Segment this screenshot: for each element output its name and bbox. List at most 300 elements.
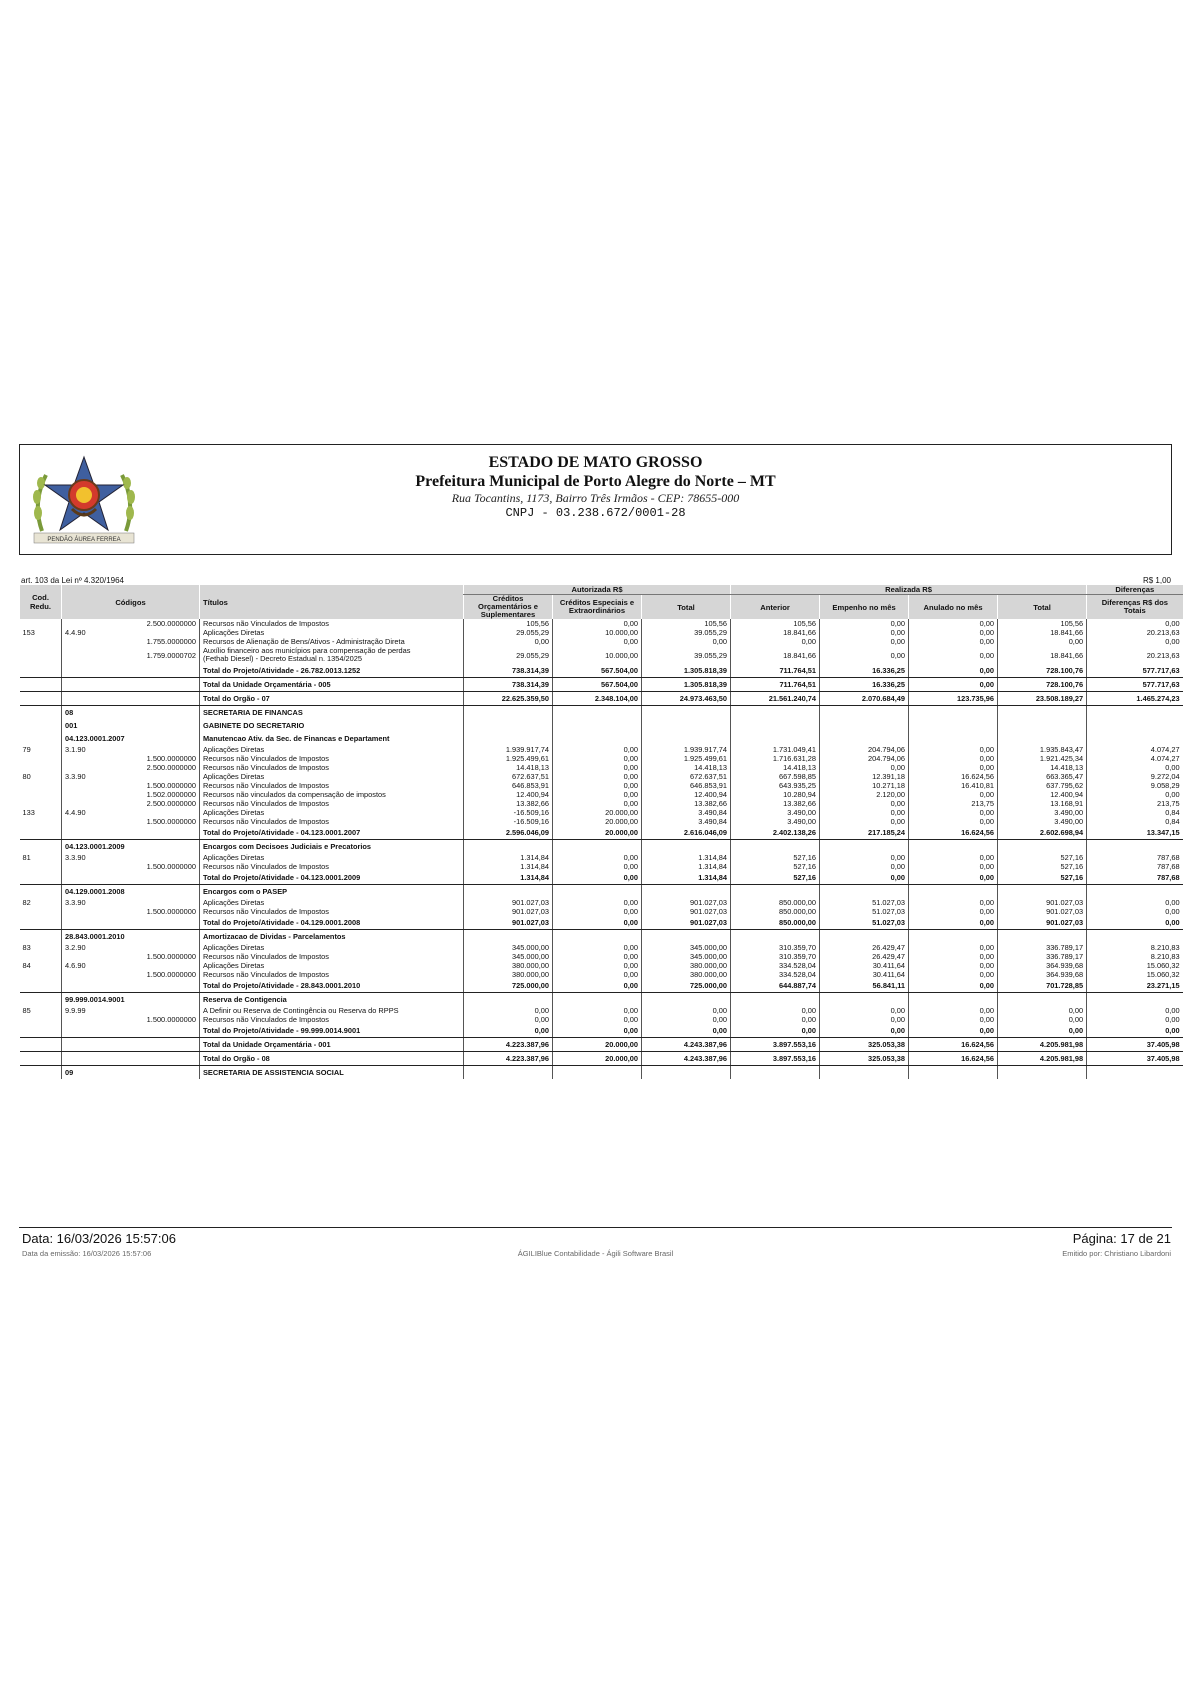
value-cell: 728.100,76: [998, 664, 1087, 678]
value-cell: [553, 706, 642, 720]
value-cell: 13.382,66: [731, 799, 820, 808]
value-cell: 0,00: [820, 1015, 909, 1024]
cod-redu-cell: [20, 952, 62, 961]
value-cell: 380.000,00: [642, 970, 731, 979]
value-cell: 29.055,29: [464, 628, 553, 637]
value-cell: 2.596.046,09: [464, 826, 553, 840]
cod-redu-cell: [20, 719, 62, 732]
value-cell: 577.717,63: [1087, 678, 1183, 692]
value-cell: 345.000,00: [464, 943, 553, 952]
value-cell: 0,00: [909, 678, 998, 692]
total-row: [20, 916, 1183, 930]
value-cell: [1087, 885, 1183, 899]
cod-redu-cell: [20, 619, 62, 628]
value-cell: 16.624,56: [909, 826, 998, 840]
codigo-cell: 2.500.0000000: [62, 799, 200, 808]
footer-software: ÁGILIBlue Contabilidade - Ágili Software Brasil: [517, 1249, 674, 1258]
value-cell: 12.400,94: [464, 790, 553, 799]
total-title-cell: Total do Projeto/Atividade - 04.123.0001.2009: [200, 871, 464, 885]
table-row: [20, 763, 1183, 772]
value-cell: 0,00: [1087, 1015, 1183, 1024]
cod-redu-cell: 79: [22, 745, 31, 754]
value-cell: [909, 706, 998, 720]
value-cell: 0,00: [553, 637, 642, 646]
value-cell: 1.939.917,74: [464, 745, 553, 754]
value-cell: 0,84: [1087, 808, 1183, 817]
value-cell: [998, 706, 1087, 720]
value-cell: 15.060,32: [1087, 970, 1183, 979]
value-cell: [464, 993, 553, 1007]
value-cell: 2.602.698,94: [998, 826, 1087, 840]
value-cell: 0,00: [553, 781, 642, 790]
value-cell: 567.504,00: [553, 678, 642, 692]
value-cell: [998, 1066, 1087, 1080]
col-total-autorizada: Total: [642, 595, 731, 620]
value-cell: 0,00: [1087, 790, 1183, 799]
value-cell: 0,00: [553, 799, 642, 808]
value-cell: 0,00: [820, 853, 909, 862]
codigo-cell: [62, 692, 200, 706]
value-cell: [998, 930, 1087, 944]
value-cell: 1.935.843,47: [998, 745, 1087, 754]
value-cell: 39.055,29: [642, 628, 731, 637]
cod-redu-cell: [20, 907, 62, 916]
value-cell: 646.853,91: [642, 781, 731, 790]
value-cell: 20.213,63: [1087, 628, 1183, 637]
value-cell: 1.314,84: [464, 853, 553, 862]
col-titulos: Títulos: [200, 585, 464, 619]
value-cell: [553, 719, 642, 732]
codigo-cell: 1.502.0000000: [62, 790, 200, 799]
col-anulado: Anulado no mês: [909, 595, 998, 620]
value-cell: [731, 993, 820, 1007]
budget-execution-table: [19, 585, 1183, 1079]
total-row: [20, 678, 1183, 692]
value-cell: 1.716.631,28: [731, 754, 820, 763]
codigo-cell: 9.9.99: [62, 1006, 200, 1015]
value-cell: 310.359,70: [731, 952, 820, 961]
value-cell: 0,00: [820, 637, 909, 646]
svg-text:PENDÃO ÁUREA FERREA: PENDÃO ÁUREA FERREA: [47, 537, 121, 543]
section-header-row: [20, 885, 1183, 899]
value-cell: 901.027,03: [464, 898, 553, 907]
col-creditos-orcamentarios: Créditos Orçamentários e Suplementares: [464, 595, 553, 620]
value-cell: [731, 1066, 820, 1080]
value-cell: [1087, 840, 1183, 854]
value-cell: [642, 706, 731, 720]
value-cell: 15.060,32: [1087, 961, 1183, 970]
value-cell: [820, 993, 909, 1007]
total-title-cell: Total do Projeto/Atividade - 26.782.0013.1252: [200, 664, 464, 678]
table-row: [20, 853, 1183, 862]
cod-redu-cell: [20, 840, 62, 854]
value-cell: 336.789,17: [998, 943, 1087, 952]
table-row: [20, 952, 1183, 961]
value-cell: 527,16: [731, 853, 820, 862]
codigo-cell: 04.129.0001.2008: [62, 885, 200, 899]
table-row: [20, 808, 1183, 817]
title-cell: Recursos não Vinculados de Impostos: [200, 970, 464, 979]
value-cell: 0,00: [464, 1006, 553, 1015]
value-cell: 0,00: [553, 1015, 642, 1024]
value-cell: 0,00: [553, 1006, 642, 1015]
value-cell: 26.429,47: [820, 943, 909, 952]
total-row: [20, 979, 1183, 993]
value-cell: [820, 1066, 909, 1080]
value-cell: 213,75: [909, 799, 998, 808]
value-cell: 2.120,00: [820, 790, 909, 799]
value-cell: 213,75: [1087, 799, 1183, 808]
value-cell: [642, 719, 731, 732]
value-cell: 0,00: [909, 943, 998, 952]
value-cell: 0,00: [553, 943, 642, 952]
value-cell: 644.887,74: [731, 979, 820, 993]
value-cell: 850.000,00: [731, 916, 820, 930]
value-cell: 380.000,00: [464, 970, 553, 979]
table-row: [20, 862, 1183, 871]
table-row: [20, 790, 1183, 799]
value-cell: 637.795,62: [998, 781, 1087, 790]
table-row: [20, 961, 1183, 970]
value-cell: 0,00: [553, 970, 642, 979]
table-row: [20, 637, 1183, 646]
value-cell: 0,00: [909, 1006, 998, 1015]
total-title-cell: Total do Orgão - 08: [200, 1052, 464, 1066]
cod-redu-cell: [20, 1052, 62, 1066]
value-cell: 16.410,81: [909, 781, 998, 790]
report-header: [19, 444, 1172, 555]
value-cell: [464, 885, 553, 899]
value-cell: 8.210,83: [1087, 952, 1183, 961]
value-cell: 0,00: [820, 1006, 909, 1015]
cod-redu-cell: [20, 646, 62, 664]
value-cell: 1.925.499,61: [464, 754, 553, 763]
value-cell: 0,00: [909, 646, 998, 664]
value-cell: 0,00: [909, 808, 998, 817]
value-cell: 527,16: [998, 853, 1087, 862]
cod-redu-cell: [20, 732, 62, 745]
title-cell: Encargos com Decisoes Judiciais e Precatorios: [200, 840, 464, 854]
value-cell: 14.418,13: [642, 763, 731, 772]
cod-redu-cell: 82: [22, 898, 31, 907]
col-cod-redu: Cod. Redu.: [20, 585, 62, 619]
value-cell: 16.336,25: [820, 664, 909, 678]
title-cell: SECRETARIA DE FINANCAS: [200, 706, 464, 720]
codigo-cell: 1.500.0000000: [62, 817, 200, 826]
section-header-row: [20, 993, 1183, 1007]
value-cell: [820, 885, 909, 899]
value-cell: 850.000,00: [731, 907, 820, 916]
total-title-cell: Total do Projeto/Atividade - 28.843.0001.2010: [200, 979, 464, 993]
value-cell: 364.939,68: [998, 961, 1087, 970]
cod-redu-cell: [20, 664, 62, 678]
value-cell: 12.400,94: [998, 790, 1087, 799]
value-cell: 0,00: [731, 1006, 820, 1015]
col-empenho: Empenho no mês: [820, 595, 909, 620]
value-cell: 527,16: [998, 862, 1087, 871]
value-cell: 4.243.387,96: [642, 1038, 731, 1052]
value-cell: [998, 993, 1087, 1007]
total-row: [20, 1052, 1183, 1066]
value-cell: 0,00: [1087, 763, 1183, 772]
value-cell: 0,00: [909, 790, 998, 799]
title-cell: Aplicações Diretas: [200, 898, 464, 907]
value-cell: 21.561.240,74: [731, 692, 820, 706]
value-cell: 105,56: [731, 619, 820, 628]
cod-redu-cell: 84: [22, 961, 31, 970]
group-realizada: Realizada R$: [731, 585, 1087, 595]
title-cell: Aplicações Diretas: [200, 853, 464, 862]
cod-redu-cell: [20, 781, 62, 790]
value-cell: [731, 885, 820, 899]
value-cell: 51.027,03: [820, 898, 909, 907]
codigo-cell: 1.759.0000702: [62, 646, 200, 664]
value-cell: 51.027,03: [820, 907, 909, 916]
value-cell: 0,00: [820, 808, 909, 817]
value-cell: 10.280,94: [731, 790, 820, 799]
value-cell: 18.841,66: [731, 646, 820, 664]
value-cell: 0,00: [553, 907, 642, 916]
value-cell: 0,00: [909, 862, 998, 871]
value-cell: 0,00: [731, 637, 820, 646]
value-cell: 3.490,00: [998, 817, 1087, 826]
value-cell: 643.935,25: [731, 781, 820, 790]
section-header-row: [20, 840, 1183, 854]
total-title-cell: Total da Unidade Orçamentária - 005: [200, 678, 464, 692]
value-cell: 12.391,18: [820, 772, 909, 781]
value-cell: 345.000,00: [642, 943, 731, 952]
value-cell: 3.490,00: [731, 808, 820, 817]
title-cell: Recursos não Vinculados de Impostos: [200, 781, 464, 790]
footer-page-number: Página: 17 de 21: [1072, 1231, 1171, 1246]
value-cell: 1.314,84: [642, 862, 731, 871]
value-cell: [553, 930, 642, 944]
value-cell: [464, 706, 553, 720]
value-cell: 0,00: [553, 853, 642, 862]
cod-redu-cell: [20, 1066, 62, 1080]
cod-redu-cell: [20, 970, 62, 979]
codigo-cell: [62, 1038, 200, 1052]
value-cell: -16.509,16: [464, 817, 553, 826]
table-row: [20, 781, 1183, 790]
value-cell: 901.027,03: [998, 916, 1087, 930]
codigo-cell: 1.500.0000000: [62, 862, 200, 871]
title-cell: Recursos não vinculados da compensação de impostos: [200, 790, 464, 799]
cod-redu-cell: [20, 637, 62, 646]
value-cell: 787,68: [1087, 862, 1183, 871]
value-cell: [820, 706, 909, 720]
col-diferencas: Diferenças R$ dos Totais: [1087, 595, 1183, 620]
value-cell: 2.348.104,00: [553, 692, 642, 706]
codigo-cell: [62, 664, 200, 678]
value-cell: 29.055,29: [464, 646, 553, 664]
value-cell: 527,16: [731, 862, 820, 871]
value-cell: [998, 719, 1087, 732]
codigo-cell: [62, 678, 200, 692]
value-cell: 4.205.981,98: [998, 1052, 1087, 1066]
value-cell: [731, 719, 820, 732]
value-cell: 105,56: [464, 619, 553, 628]
value-cell: 364.939,68: [998, 970, 1087, 979]
value-cell: [553, 1066, 642, 1080]
value-cell: 0,00: [909, 916, 998, 930]
cod-redu-cell: [20, 885, 62, 899]
cnpj-text: CNPJ - 03.238.672/0001-28: [505, 506, 686, 520]
title-cell: Aplicações Diretas: [200, 808, 464, 817]
title-cell: Manutencao Ativ. da Sec. de Financas e Departament: [200, 732, 464, 745]
section-header-row: [20, 706, 1183, 720]
value-cell: 0,00: [998, 1015, 1087, 1024]
table-row: [20, 898, 1183, 907]
value-cell: -16.509,16: [464, 808, 553, 817]
value-cell: 0,00: [909, 853, 998, 862]
value-cell: 0,00: [464, 1024, 553, 1038]
table-row: [20, 1006, 1183, 1015]
value-cell: [731, 732, 820, 745]
value-cell: 0,00: [1087, 1024, 1183, 1038]
title-cell: GABINETE DO SECRETARIO: [200, 719, 464, 732]
value-cell: 1.314,84: [642, 871, 731, 885]
value-cell: 0,00: [909, 754, 998, 763]
value-cell: 901.027,03: [464, 916, 553, 930]
col-total-realizada: Total: [998, 595, 1087, 620]
value-cell: 0,00: [1087, 1006, 1183, 1015]
group-diferencas: Diferenças: [1087, 585, 1183, 595]
value-cell: 0,00: [909, 898, 998, 907]
value-cell: 310.359,70: [731, 943, 820, 952]
codigo-cell: 09: [62, 1066, 200, 1080]
value-cell: [909, 930, 998, 944]
value-cell: 14.418,13: [464, 763, 553, 772]
cod-redu-cell: [20, 790, 62, 799]
footer-divider: [19, 1227, 1172, 1228]
value-cell: 4.074,27: [1087, 754, 1183, 763]
section-header-row: [20, 732, 1183, 745]
value-cell: 0,00: [553, 961, 642, 970]
title-cell: Reserva de Contigencia: [200, 993, 464, 1007]
value-cell: 0,00: [998, 1024, 1087, 1038]
value-cell: 725.000,00: [464, 979, 553, 993]
value-cell: 1.939.917,74: [642, 745, 731, 754]
value-cell: 1.314,84: [464, 862, 553, 871]
value-cell: 0,00: [553, 952, 642, 961]
value-cell: [998, 885, 1087, 899]
codigo-cell: 99.999.0014.9001: [62, 993, 200, 1007]
value-cell: 0,00: [553, 1024, 642, 1038]
value-cell: 0,00: [642, 1024, 731, 1038]
value-cell: 10.271,18: [820, 781, 909, 790]
value-cell: 1.314,84: [464, 871, 553, 885]
cod-redu-cell: [20, 979, 62, 993]
value-cell: 0,00: [820, 871, 909, 885]
codigo-cell: 3.3.90: [62, 772, 200, 781]
table-row: [20, 907, 1183, 916]
value-cell: 4.223.387,96: [464, 1038, 553, 1052]
value-cell: [998, 840, 1087, 854]
title-cell: Aplicações Diretas: [200, 628, 464, 637]
section-header-row: [20, 1066, 1183, 1080]
value-cell: [1087, 1066, 1183, 1080]
codigo-cell: 04.123.0001.2007: [62, 732, 200, 745]
value-cell: [464, 930, 553, 944]
value-cell: 0,00: [909, 619, 998, 628]
value-cell: 0,00: [998, 637, 1087, 646]
cod-redu-cell: [20, 1038, 62, 1052]
value-cell: [553, 993, 642, 1007]
table-row: [20, 745, 1183, 754]
value-cell: 0,00: [820, 628, 909, 637]
address-text: Rua Tocantins, 1173, Bairro Três Irmãos - CEP: 78655-000: [451, 491, 740, 505]
value-cell: 901.027,03: [998, 907, 1087, 916]
value-cell: [909, 885, 998, 899]
title-cell: Aplicações Diretas: [200, 745, 464, 754]
value-cell: 0,00: [731, 1015, 820, 1024]
municipality-title: Prefeitura Municipal de Porto Alegre do Norte – MT: [415, 473, 776, 490]
value-cell: 14.418,13: [998, 763, 1087, 772]
value-cell: 711.764,51: [731, 678, 820, 692]
value-cell: 0,00: [909, 763, 998, 772]
title-cell: Recursos não Vinculados de Impostos: [200, 817, 464, 826]
value-cell: [642, 1066, 731, 1080]
value-cell: 1.731.049,41: [731, 745, 820, 754]
value-cell: 0,00: [909, 871, 998, 885]
value-cell: 105,56: [642, 619, 731, 628]
value-cell: 20.000,00: [553, 817, 642, 826]
title-cell: Recursos não Vinculados de Impostos: [200, 763, 464, 772]
total-row: [20, 871, 1183, 885]
value-cell: 0,00: [909, 979, 998, 993]
codigo-cell: [62, 979, 200, 993]
value-cell: 2.402.138,26: [731, 826, 820, 840]
value-cell: 18.841,66: [731, 628, 820, 637]
value-cell: 0,00: [1087, 916, 1183, 930]
value-cell: 667.598,85: [731, 772, 820, 781]
value-cell: 701.728,85: [998, 979, 1087, 993]
value-cell: 901.027,03: [642, 907, 731, 916]
value-cell: 0,00: [909, 907, 998, 916]
codigo-cell: 4.4.90: [62, 808, 200, 817]
value-cell: 20.000,00: [553, 1038, 642, 1052]
value-cell: 1.465.274,23: [1087, 692, 1183, 706]
title-cell: A Definir ou Reserva de Contingência ou Reserva do RPPS: [200, 1006, 464, 1015]
codigo-cell: 1.755.0000000: [62, 637, 200, 646]
title-cell: Aplicações Diretas: [200, 772, 464, 781]
value-cell: 0,00: [642, 637, 731, 646]
codigo-cell: 04.123.0001.2009: [62, 840, 200, 854]
value-cell: [464, 1066, 553, 1080]
codigo-cell: [62, 1052, 200, 1066]
value-cell: 0,00: [909, 745, 998, 754]
value-cell: 30.411,64: [820, 961, 909, 970]
value-cell: 325.053,38: [820, 1052, 909, 1066]
codigo-cell: [62, 871, 200, 885]
value-cell: 0,00: [642, 1015, 731, 1024]
state-title: ESTADO DE MATO GROSSO: [488, 454, 703, 471]
title-cell: Aplicações Diretas: [200, 961, 464, 970]
value-cell: 204.794,06: [820, 745, 909, 754]
title-cell: Recursos não Vinculados de Impostos: [200, 907, 464, 916]
value-cell: 20.000,00: [553, 826, 642, 840]
codigo-cell: 1.500.0000000: [62, 952, 200, 961]
codigo-cell: [62, 826, 200, 840]
value-cell: [731, 840, 820, 854]
value-cell: 20.000,00: [553, 1052, 642, 1066]
value-cell: 0,00: [998, 1006, 1087, 1015]
value-cell: [553, 885, 642, 899]
value-cell: [642, 930, 731, 944]
value-cell: 16.624,56: [909, 1038, 998, 1052]
value-cell: 3.490,84: [642, 808, 731, 817]
